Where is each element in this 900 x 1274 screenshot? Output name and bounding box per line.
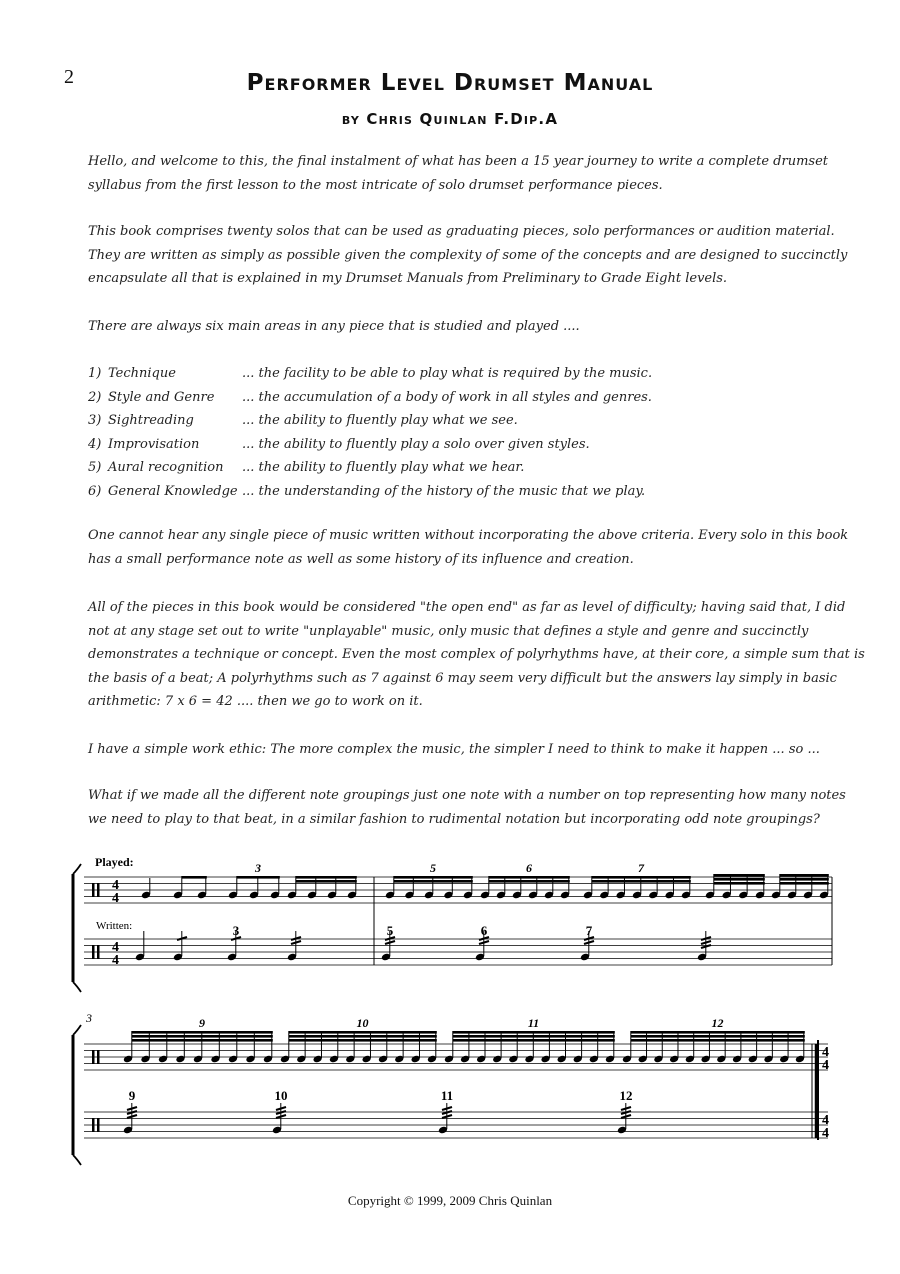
author-byline: by Chris Quinlan F.Dip.A (341, 110, 559, 128)
beam (631, 1039, 805, 1042)
tremolo-slash (621, 1115, 631, 1118)
tremolo-slash (127, 1111, 137, 1114)
beam (289, 1039, 437, 1042)
time-signature-top: 4 (822, 1045, 829, 1060)
played-label: Played: (95, 855, 134, 869)
beam (714, 882, 765, 885)
copyright-notice: Copyright © 1999, 2009 Chris Quinlan (347, 1193, 553, 1208)
book-paragraph: This book comprises twenty solos that can be used as graduating pieces, solo performances or audition material. They are written as simply as possible given the complexity of some of the concepts and are designed to succinctly encapsulate all that is explained in my Drumset Manuals from Preliminary to Grade Eight levels. (88, 224, 848, 286)
beam (453, 1039, 615, 1042)
area-description: ... the facility to be able to play what is required by the music. (242, 366, 653, 381)
tuplet-number: 9 (199, 1016, 205, 1030)
area-description: ... the ability to fluently play what we hear. (242, 460, 525, 475)
tuplet-number: 5 (386, 923, 394, 938)
beam (592, 880, 691, 883)
beam (296, 876, 357, 879)
percussion-clef-bar (92, 883, 95, 897)
area-number: 3) (88, 413, 102, 428)
beam (780, 878, 829, 881)
area-name: Improvisation (108, 436, 200, 452)
tremolo-slash (621, 1111, 631, 1114)
tremolo-slash (127, 1107, 137, 1110)
beam (289, 1035, 437, 1038)
percussion-clef-bar (92, 1050, 95, 1064)
tremolo-slash (442, 1111, 452, 1114)
system-bracket (73, 982, 81, 992)
time-signature-bottom: 4 (822, 1126, 829, 1141)
tremolo-slash (584, 941, 594, 944)
beam (489, 876, 570, 879)
beam (132, 1039, 273, 1042)
percussion-clef-bar (97, 1118, 100, 1132)
area-name: Aural recognition (108, 460, 224, 475)
tuplet-number: 10 (356, 1016, 369, 1030)
tuplet-number: 3 (255, 861, 261, 875)
tremolo-slash (276, 1115, 286, 1118)
system-bracket (73, 1025, 81, 1035)
tuplet-number: 11 (440, 1088, 454, 1103)
percussion-clef-bar (97, 945, 100, 959)
page-number: 2 (64, 66, 74, 88)
tremolo-slash (701, 937, 711, 940)
tremolo-slash (621, 1107, 631, 1110)
written-label: Written: (96, 920, 133, 932)
area-name: Technique (108, 366, 176, 381)
beam (289, 1031, 437, 1034)
tremolo-slash (385, 941, 395, 944)
time-signature-bottom: 4 (112, 891, 119, 906)
percussion-clef-bar (92, 945, 95, 959)
intro-paragraph: Hello, and welcome to this, the final instalment of what has been a 15 year journey to write a complete drumset syllabus from the first lesson to the most intricate of solo drumset performance pieces. (88, 154, 829, 193)
beam (453, 1035, 615, 1038)
percussion-clef-bar (97, 883, 100, 897)
beam (714, 878, 765, 881)
areas-intro-paragraph: There are always six main areas in any piece that is studied and played .... (88, 319, 580, 334)
time-signature-top: 4 (822, 1113, 829, 1128)
tuplet-number: 11 (527, 1016, 540, 1030)
system-bracket (73, 864, 81, 874)
beam (631, 1031, 805, 1034)
time-signature-top: 4 (112, 878, 119, 893)
tremolo-slash (276, 1107, 286, 1110)
beam (296, 880, 357, 883)
tremolo-slash (701, 941, 711, 944)
area-number: 4) (88, 436, 102, 452)
time-signature-bottom: 4 (112, 953, 119, 968)
area-number: 1) (88, 366, 102, 381)
criteria-paragraph: One cannot hear any single piece of music written without incorporating the above criteria. Every solo in this book has a small performance note as well as some history of its influence and creation. (88, 528, 849, 567)
area-description: ... the understanding of the history of the music that we play. (242, 483, 646, 499)
area-name: Sightreading (108, 413, 194, 428)
area-description: ... the ability to fluently play a solo over given styles. (242, 436, 590, 452)
percussion-clef-bar (92, 1118, 95, 1132)
area-number: 5) (88, 460, 102, 475)
beam (394, 880, 473, 883)
tremolo-slash (276, 1111, 286, 1114)
beam (237, 876, 280, 879)
beam (780, 882, 829, 885)
area-description: ... the accumulation of a body of work in all styles and genres. (242, 389, 652, 405)
tuplet-number: 12 (711, 1016, 724, 1030)
beam (394, 876, 473, 879)
system2-measure-number: 3 (86, 1011, 92, 1025)
tuplet-number: 3 (232, 923, 240, 938)
area-number: 2) (88, 389, 102, 405)
tuplet-number: 6 (480, 923, 488, 938)
beam (714, 874, 765, 877)
tuplet-number: 7 (585, 923, 593, 938)
tremolo-slash (479, 941, 489, 944)
tremolo-slash (127, 1115, 137, 1118)
tremolo-slash (291, 937, 301, 940)
tremolo-slash (291, 941, 301, 944)
time-signature-top: 4 (112, 940, 119, 955)
beam (182, 876, 207, 879)
tremolo-slash (177, 937, 187, 940)
tremolo-slash (442, 1115, 452, 1118)
area-name: Style and Genre (108, 389, 215, 405)
beam (132, 1031, 273, 1034)
time-signature-bottom: 4 (822, 1058, 829, 1073)
beam (132, 1035, 273, 1038)
work-ethic-paragraph: I have a simple work ethic: The more complex the music, the simpler I need to think to make it happen ... so ... (88, 742, 820, 757)
tuplet-number: 7 (638, 861, 644, 875)
area-number: 6) (88, 483, 102, 499)
beam (592, 876, 691, 879)
open-end-paragraph: All of the pieces in this book would be considered "the open end" as far as level of difficulty; having said that, I did not at any stage set out to write "unplayable" music, only music that defines a style and genre and succinctly demonstrates a technique or concept. Even the most complex of polyrhythms have, at their core, a simple sum that is the basis of a beat; A polyrhythms such as 7 against 6 may seem very difficult but the answers lay simply in basic arithmetic: 7 x 6 = 42 .... then we go to work on it. (88, 600, 865, 709)
tuplet-number: 10 (274, 1088, 288, 1103)
percussion-clef-bar (97, 1050, 100, 1064)
area-name: General Knowledge (108, 483, 238, 499)
tremolo-slash (442, 1107, 452, 1110)
tuplet-number: 6 (526, 861, 532, 875)
beam (780, 874, 829, 877)
beam (489, 880, 570, 883)
page-title: Performer Level Drumset Manual (246, 70, 654, 96)
question-paragraph: What if we made all the different note groupings just one note with a number on top representing how many notes we need to play to that beat, in a similar fashion to rudimental notation but incorporating odd note groupings? (88, 788, 846, 827)
tuplet-number: 12 (619, 1088, 633, 1103)
area-description: ... the ability to fluently play what we see. (242, 413, 518, 428)
beam (631, 1035, 805, 1038)
tuplet-number: 9 (128, 1088, 136, 1103)
system-bracket (73, 1155, 81, 1165)
tuplet-number: 5 (430, 861, 436, 875)
beam (453, 1031, 615, 1034)
